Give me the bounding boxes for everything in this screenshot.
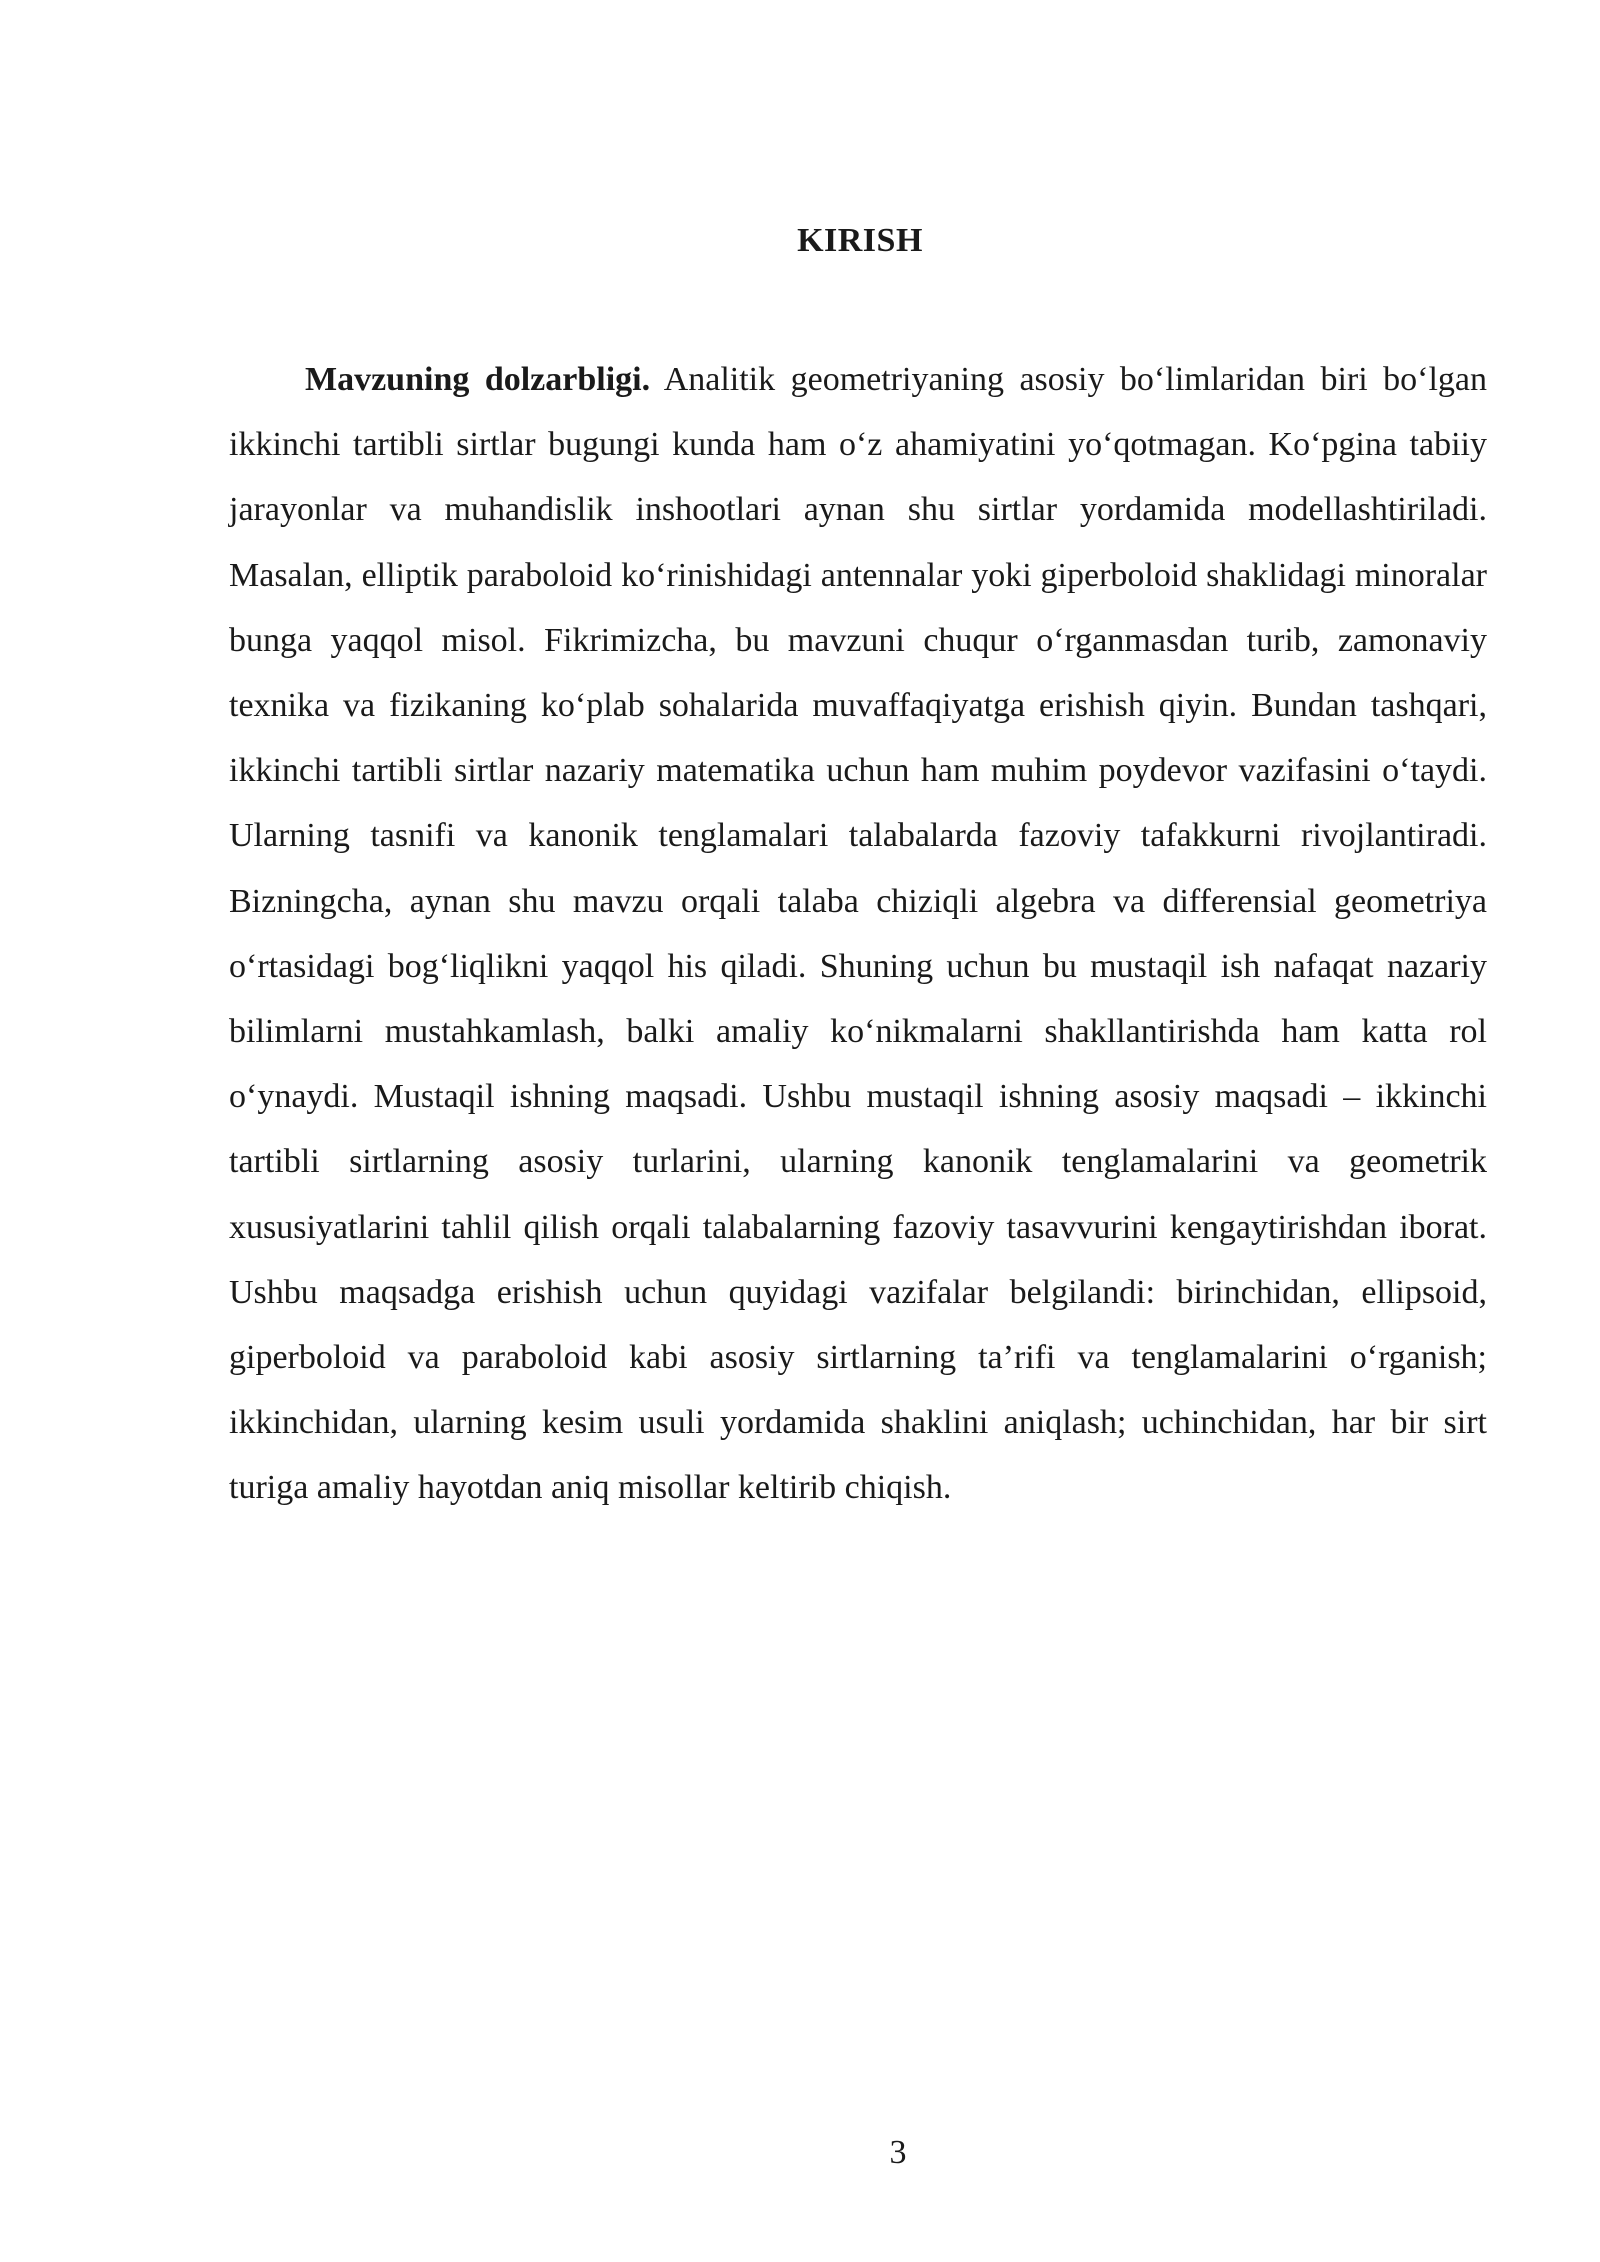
page-number: 3 — [889, 2134, 907, 2171]
intro-paragraph — [229, 347, 1487, 1521]
section-title: KIRISH — [797, 222, 923, 259]
paragraph-lead: Mavzuning dolzarbligi. — [305, 361, 651, 398]
paragraph-text: Analitik geometriyaning asosiy bo‘limlaridan biri bo‘lgan ikkinchi tartibli sirtlar bugungi kunda ham o‘z ahamiyatini yo‘qotmagan. Ko‘pgina tabiiy jarayonlar va muhandislik inshootlari aynan shu sirtlar yordamida modellashtiriladi. Masalan, elliptik paraboloid ko‘rinishidagi antennalar yoki giperboloid shaklidagi minoralar bunga yaqqol misol. Fikrimizcha, bu mavzuni chuqur o‘rganmasdan turib, zamonaviy texnika va fizikaning ko‘plab sohalarida muvaffaqiyatga erishish qiyin. Bundan tashqari, ikkinchi tartibli sirtlar nazariy matematika uchun ham muhim poydevor vazifasini o‘taydi. Ularning tasnifi va kanonik tenglamalari talabalarda fazoviy tafakkurni rivojlantiradi. Bizningcha, aynan shu mavzu orqali talaba chiziqli algebra va differensial geometriya o‘rtasidagi bog‘liqlikni yaqqol his qiladi. Shuning uchun bu mustaqil ish nafaqat nazariy bilimlarni mustahkamlash, balki amaliy ko‘nikmalarni shakllantirishda ham katta rol o‘ynaydi. Mustaqil ishning maqsadi. Ushbu mustaqil ishning asosiy maqsadi – ikkinchi tartibli sirtlarning asosiy turlarini, ularning kanonik tenglamalarini va geometrik xususiyatlarini tahlil qilish orqali talabalarning fazoviy tasavvurini kengaytirishdan iborat. Ushbu maqsadga erishish uchun quyidagi vazifalar belgilandi: birinchidan, ellipsoid, giperboloid va paraboloid kabi asosiy sirtlarning ta’rifi va tenglamalarini o‘rganish; ikkinchidan, ularning kesim usuli yordamida shaklini aniqlash; uchinchidan, har bir sirt turiga amaliy hayotdan aniq misollar keltirib chiqish. — [229, 361, 1487, 1507]
